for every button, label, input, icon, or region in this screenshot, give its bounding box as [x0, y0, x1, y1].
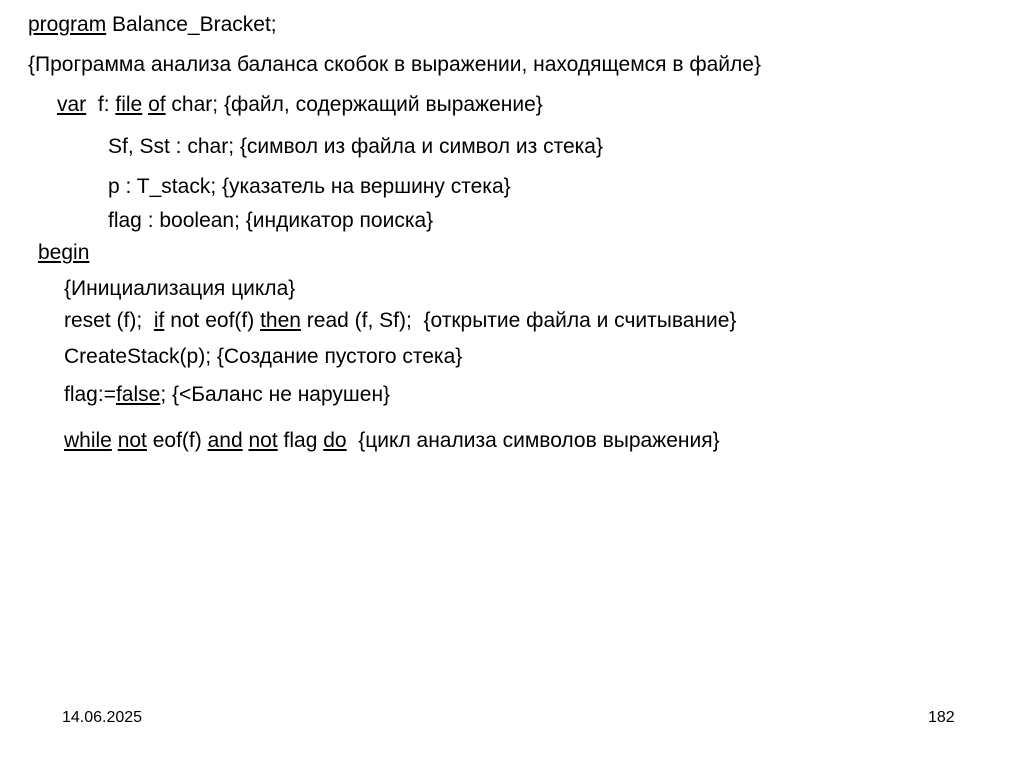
keyword: then: [260, 309, 301, 332]
code-line-var: [57, 92, 543, 118]
code-text: char; {файл, содержащий выражение}: [165, 93, 543, 116]
code-text: reset (f);: [64, 309, 154, 332]
footer-date: 14.06.2025: [62, 709, 143, 726]
code-text: read (f, Sf); {открытие файла и считывание}: [300, 309, 737, 332]
code-text: flag:=: [64, 383, 116, 406]
code-text: ; {<Баланс не нарушен}: [160, 383, 391, 406]
keyword: not: [117, 429, 147, 452]
keyword: do: [323, 429, 347, 452]
keyword: if: [153, 309, 165, 332]
keyword: file: [115, 93, 143, 116]
code-text: flag: [277, 429, 324, 452]
code-text: p : T_stack; {указатель на вершину стека}: [108, 175, 511, 198]
keyword: var: [57, 93, 87, 116]
code-text: {Программа анализа баланса скобок в выражении, находящемся в файле}: [28, 53, 761, 76]
code-text: {цикл анализа символов выражения}: [346, 429, 720, 452]
keyword: begin: [38, 241, 90, 264]
code-line-begin: [38, 240, 89, 266]
keyword: of: [148, 93, 166, 116]
footer-page-number: 182: [928, 709, 955, 726]
code-text: {Инициализация цикла}: [64, 277, 296, 300]
code-text: not eof(f): [164, 309, 261, 332]
code-line-createstack: [64, 344, 462, 370]
code-text: Sf, Sst : char; {символ из файла и символ из стека}: [108, 135, 603, 158]
code-text: CreateStack(p); {Создание пустого стека}: [64, 345, 463, 368]
code-line-reset: [64, 308, 736, 334]
code-line-p-stack: [108, 174, 511, 200]
code-line-sf-sst: [108, 134, 603, 160]
code-line-flag-decl: [108, 208, 433, 234]
keyword: program: [28, 13, 107, 36]
keyword: not: [248, 429, 278, 452]
code-text: eof(f): [146, 429, 208, 452]
code-text: f:: [86, 93, 116, 116]
keyword: and: [207, 429, 243, 452]
code-line-init-comment: [64, 276, 295, 302]
keyword: while: [64, 429, 112, 452]
code-line-flag-assign: [64, 382, 390, 408]
code-line-program: [28, 12, 277, 38]
code-text: Balance_Bracket;: [106, 13, 277, 36]
keyword: false: [115, 383, 161, 406]
code-text: flag : boolean; {индикатор поиска}: [108, 209, 434, 232]
code-line-comment-program: [28, 52, 761, 78]
code-line-while: [64, 428, 720, 454]
